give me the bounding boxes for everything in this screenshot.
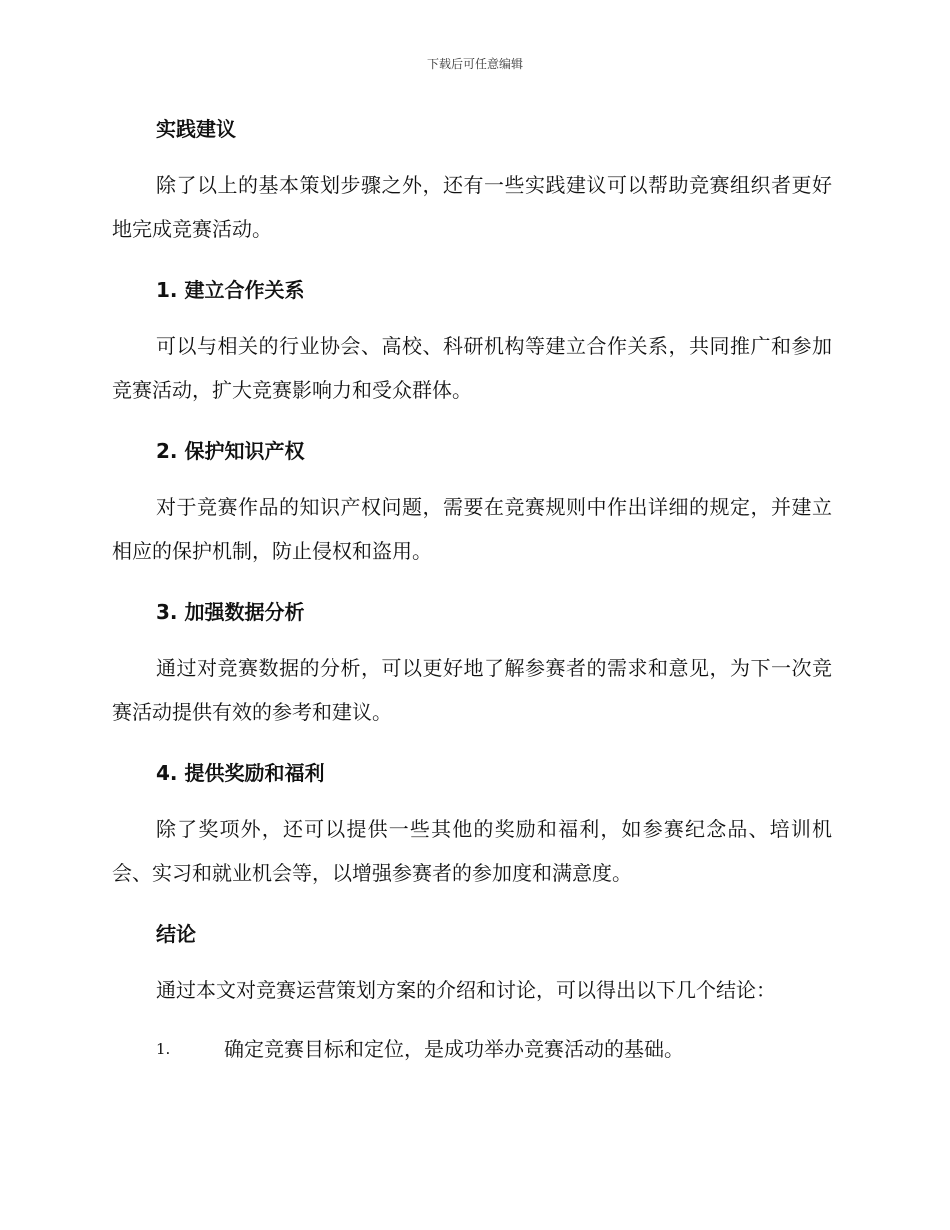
paragraph-ip-protection: 对于竞赛作品的知识产权问题，需要在竞赛规则中作出详细的规定，并建立相应的保护机制，防止侵权和盗用。 (112, 495, 832, 563)
list-item-text: 确定竞赛目标和定位，是成功举办竞赛活动的基础。 (224, 1037, 684, 1061)
section-heading-conclusion: 结论 (156, 922, 196, 946)
paragraph-data-analysis: 通过对竞赛数据的分析，可以更好地了解参赛者的需求和意见，为下一次竞赛活动提供有效的参考和建议。 (112, 656, 832, 724)
list-item-number: 1. (156, 1040, 171, 1058)
paragraph-conclusion-intro: 通过本文对竞赛运营策划方案的介绍和讨论，可以得出以下几个结论： (156, 978, 776, 1002)
section-heading-rewards: 4. 提供奖励和福利 (156, 761, 325, 785)
paragraph-practice-intro: 除了以上的基本策划步骤之外，还有一些实践建议可以帮助竞赛组织者更好地完成竞赛活动。 (112, 173, 832, 241)
document-body (112, 110, 832, 1071)
paragraph-cooperation: 可以与相关的行业协会、高校、科研机构等建立合作关系，共同推广和参加竞赛活动，扩大竞赛影响力和受众群体。 (112, 334, 832, 402)
section-heading-practice: 实践建议 (156, 117, 236, 141)
section-heading-data-analysis: 3. 加强数据分析 (156, 600, 305, 624)
paragraph-rewards: 除了奖项外，还可以提供一些其他的奖励和福利，如参赛纪念品、培训机会、实习和就业机会等，以增强参赛者的参加度和满意度。 (112, 817, 832, 885)
section-heading-cooperation: 1. 建立合作关系 (156, 278, 305, 302)
section-heading-ip-protection: 2. 保护知识产权 (156, 439, 305, 463)
list-item (112, 1027, 832, 1071)
header-note: 下载后可任意编辑 (426, 57, 523, 71)
